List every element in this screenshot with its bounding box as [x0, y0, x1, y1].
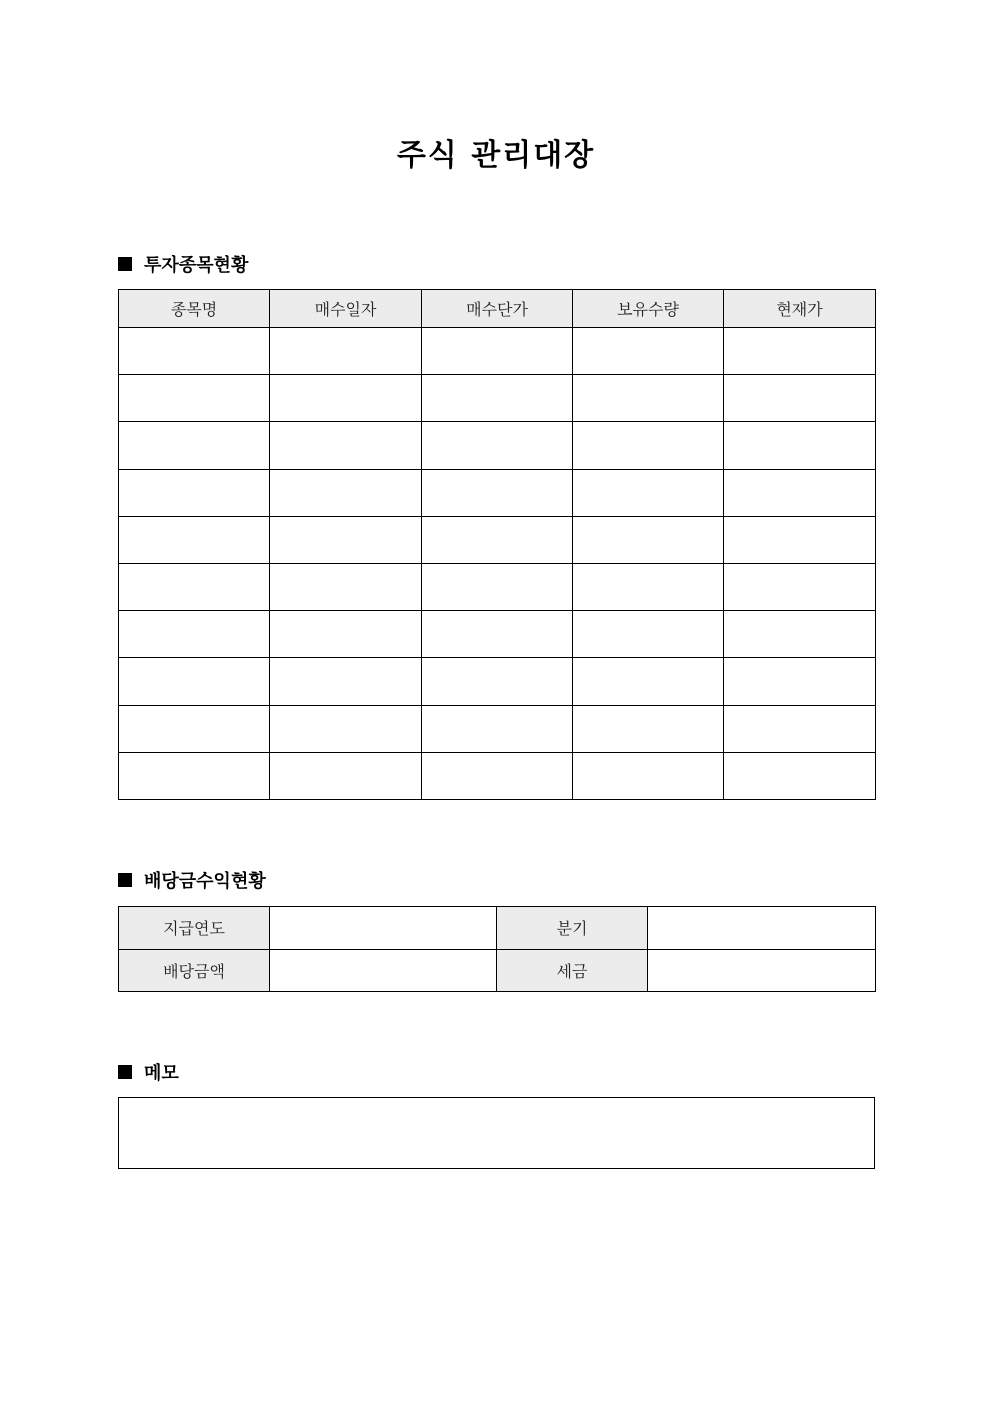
cell-purchase-date[interactable]	[270, 752, 422, 799]
column-header-purchase-price: 매수단가	[422, 290, 573, 328]
cell-purchase-price[interactable]	[422, 328, 573, 375]
cell-quantity[interactable]	[573, 752, 724, 799]
cell-purchase-date[interactable]	[270, 422, 422, 469]
table-row	[119, 611, 876, 658]
tax-field[interactable]	[648, 949, 876, 992]
cell-stock-name[interactable]	[119, 611, 270, 658]
cell-current-price[interactable]	[724, 328, 876, 375]
cell-current-price[interactable]	[724, 658, 876, 705]
column-header-quantity: 보유수량	[573, 290, 724, 328]
memo-field[interactable]	[118, 1097, 875, 1169]
table-row	[119, 422, 876, 469]
cell-stock-name[interactable]	[119, 375, 270, 422]
cell-purchase-date[interactable]	[270, 375, 422, 422]
dividend-section-heading	[118, 867, 266, 893]
table-row	[119, 469, 876, 516]
table-row	[119, 658, 876, 705]
cell-purchase-price[interactable]	[422, 516, 573, 563]
cell-purchase-date[interactable]	[270, 469, 422, 516]
dividend-heading-label: 배당금수익현황	[144, 871, 266, 892]
table-row	[119, 563, 876, 610]
square-bullet-icon	[118, 873, 132, 887]
cell-quantity[interactable]	[573, 422, 724, 469]
holdings-table	[118, 289, 876, 800]
cell-stock-name[interactable]	[119, 705, 270, 752]
dividend-amount-label: 배당금액	[119, 949, 270, 992]
table-row	[119, 752, 876, 799]
cell-purchase-price[interactable]	[422, 375, 573, 422]
dividend-amount-field[interactable]	[270, 949, 497, 992]
payment-year-field[interactable]	[270, 907, 497, 950]
cell-quantity[interactable]	[573, 328, 724, 375]
column-header-purchase-date: 매수일자	[270, 290, 422, 328]
cell-stock-name[interactable]	[119, 328, 270, 375]
memo-heading-label: 메모	[144, 1063, 179, 1084]
column-header-current-price: 현재가	[724, 290, 876, 328]
cell-current-price[interactable]	[724, 469, 876, 516]
dividend-table	[118, 906, 876, 992]
table-row	[119, 516, 876, 563]
cell-purchase-date[interactable]	[270, 563, 422, 610]
cell-stock-name[interactable]	[119, 752, 270, 799]
cell-purchase-date[interactable]	[270, 705, 422, 752]
cell-purchase-price[interactable]	[422, 563, 573, 610]
quarter-label: 분기	[497, 907, 648, 950]
cell-quantity[interactable]	[573, 611, 724, 658]
cell-current-price[interactable]	[724, 422, 876, 469]
cell-current-price[interactable]	[724, 375, 876, 422]
dividend-row	[119, 949, 876, 992]
holdings-section-heading	[118, 251, 248, 277]
cell-purchase-date[interactable]	[270, 516, 422, 563]
cell-purchase-price[interactable]	[422, 422, 573, 469]
cell-stock-name[interactable]	[119, 516, 270, 563]
cell-purchase-price[interactable]	[422, 469, 573, 516]
cell-quantity[interactable]	[573, 469, 724, 516]
cell-purchase-date[interactable]	[270, 658, 422, 705]
cell-purchase-price[interactable]	[422, 611, 573, 658]
cell-current-price[interactable]	[724, 563, 876, 610]
cell-current-price[interactable]	[724, 611, 876, 658]
cell-stock-name[interactable]	[119, 422, 270, 469]
table-row	[119, 375, 876, 422]
cell-purchase-price[interactable]	[422, 705, 573, 752]
cell-purchase-date[interactable]	[270, 328, 422, 375]
payment-year-label: 지급연도	[119, 907, 270, 950]
quarter-field[interactable]	[648, 907, 876, 950]
cell-quantity[interactable]	[573, 705, 724, 752]
cell-stock-name[interactable]	[119, 563, 270, 610]
table-row	[119, 705, 876, 752]
cell-stock-name[interactable]	[119, 469, 270, 516]
cell-quantity[interactable]	[573, 563, 724, 610]
column-header-stock-name: 종목명	[119, 290, 270, 328]
cell-quantity[interactable]	[573, 658, 724, 705]
holdings-heading-label: 투자종목현황	[144, 255, 249, 276]
cell-quantity[interactable]	[573, 516, 724, 563]
cell-current-price[interactable]	[724, 516, 876, 563]
holdings-header-row	[119, 290, 876, 328]
cell-current-price[interactable]	[724, 752, 876, 799]
cell-current-price[interactable]	[724, 705, 876, 752]
square-bullet-icon	[118, 1065, 132, 1079]
square-bullet-icon	[118, 257, 132, 271]
cell-purchase-date[interactable]	[270, 611, 422, 658]
tax-label: 세금	[497, 949, 648, 992]
cell-stock-name[interactable]	[119, 658, 270, 705]
table-row	[119, 328, 876, 375]
memo-section-heading	[118, 1059, 179, 1085]
cell-quantity[interactable]	[573, 375, 724, 422]
dividend-row	[119, 907, 876, 950]
cell-purchase-price[interactable]	[422, 658, 573, 705]
cell-purchase-price[interactable]	[422, 752, 573, 799]
page-title: 주식 관리대장	[396, 138, 596, 173]
